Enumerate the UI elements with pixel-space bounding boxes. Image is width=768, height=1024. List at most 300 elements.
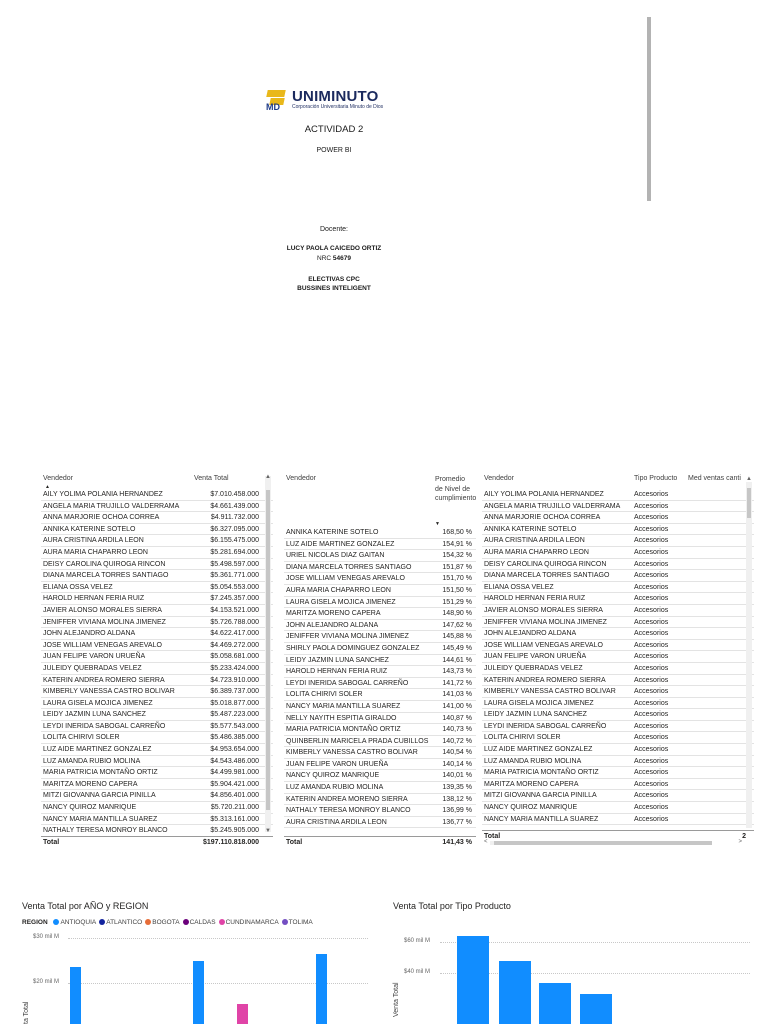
table-total-row xyxy=(41,836,273,848)
scroll-left-icon[interactable]: < xyxy=(484,839,488,845)
table-row[interactable] xyxy=(284,573,476,585)
sales-total: $7.245.357.000 xyxy=(210,595,259,603)
table-row[interactable] xyxy=(41,721,273,733)
y-tick-label: $30 mil M xyxy=(33,934,60,940)
legend-item[interactable] xyxy=(53,919,96,926)
table-row[interactable] xyxy=(41,501,273,513)
seller-name: KIMBERLY VANESSA CASTRO BOLIVAR xyxy=(286,749,418,757)
sales-total: $6.389.737.000 xyxy=(210,688,259,696)
table-header xyxy=(41,472,273,484)
product-type: Accesorios xyxy=(634,514,669,522)
table-body xyxy=(41,489,273,835)
table-row[interactable] xyxy=(284,597,476,609)
column-header-vendedor[interactable]: Vendedor xyxy=(484,475,514,482)
table-row[interactable] xyxy=(482,512,754,524)
scroll-up-icon[interactable]: ▲ xyxy=(265,474,271,480)
table-row[interactable] xyxy=(284,539,476,551)
product-type: Accesorios xyxy=(634,722,669,730)
table-row[interactable] xyxy=(482,582,754,594)
table-row[interactable] xyxy=(482,651,754,663)
table-row[interactable] xyxy=(482,535,754,547)
table-row[interactable] xyxy=(41,709,273,721)
compliance-value: 144,61 % xyxy=(442,656,472,664)
table-row[interactable] xyxy=(41,779,273,791)
sales-total: $4.856.401.000 xyxy=(210,792,259,800)
y-axis-title: ta Total xyxy=(23,1001,30,1024)
legend-label: TOLIMA xyxy=(288,919,313,926)
table-row[interactable] xyxy=(482,686,754,698)
seller-name: LEIDY JAZMIN LUNA SANCHEZ xyxy=(286,656,389,664)
compliance-value: 141,72 % xyxy=(442,679,472,687)
table-row[interactable] xyxy=(41,628,273,640)
table-row[interactable] xyxy=(41,489,273,501)
seller-name: DIANA MARCELA TORRES SANTIAGO xyxy=(43,572,169,580)
seller-name: MARIA PATRICIA MONTAÑO ORTIZ xyxy=(43,769,158,777)
seller-name: URIEL NICOLAS DIAZ GAITAN xyxy=(286,552,385,560)
bar-product-type[interactable] xyxy=(457,936,489,1024)
compliance-value: 136,77 % xyxy=(442,818,472,826)
legend-item[interactable] xyxy=(219,919,279,926)
seller-name: KIMBERLY VANESSA CASTRO BOLIVAR xyxy=(43,688,175,696)
table-row[interactable] xyxy=(284,666,476,678)
seller-name: LAURA GISELA MOJICA JIMENEZ xyxy=(484,699,594,707)
column-header-med-ventas[interactable]: Med ventas canti xyxy=(688,475,741,482)
table-row[interactable] xyxy=(284,655,476,667)
sort-desc-icon[interactable]: ▼ xyxy=(435,521,440,527)
table-row[interactable] xyxy=(41,617,273,629)
sales-total: $5.487.223.000 xyxy=(210,711,259,719)
table-row[interactable] xyxy=(482,501,754,513)
scroll-down-icon[interactable]: ▼ xyxy=(265,828,271,834)
table-row[interactable] xyxy=(284,585,476,597)
table-row[interactable] xyxy=(482,559,754,571)
table-row[interactable] xyxy=(284,608,476,620)
compliance-value: 141,00 % xyxy=(442,702,472,710)
uniminuto-logo xyxy=(264,82,424,118)
y-axis-title: Venta Total xyxy=(393,982,400,1017)
product-type: Accesorios xyxy=(634,746,669,754)
table-row[interactable] xyxy=(482,489,754,501)
legend-label: CALDAS xyxy=(189,919,216,926)
table-row[interactable] xyxy=(284,643,476,655)
y-tick-label: $40 mil M xyxy=(404,968,431,975)
product-type: Accesorios xyxy=(634,804,669,812)
vertical-divider xyxy=(647,17,651,201)
seller-name: JUAN FELIPE VARON URUEÑA xyxy=(484,653,587,661)
scroll-up-icon[interactable]: ▲ xyxy=(746,476,752,482)
sort-asc-icon[interactable]: ▲ xyxy=(45,484,50,490)
sales-total: $5.720.211.000 xyxy=(210,804,259,812)
seller-name: NANCY MARIA MANTILLA SUAREZ xyxy=(484,815,599,823)
table-row[interactable] xyxy=(41,605,273,617)
table-row[interactable] xyxy=(482,593,754,605)
table-row[interactable] xyxy=(41,512,273,524)
compliance-value: 141,03 % xyxy=(442,691,472,699)
page-subtitle: POWER BI xyxy=(316,147,352,154)
total-value: 141,43 % xyxy=(442,839,472,846)
sales-total: $4.723.910.000 xyxy=(210,676,259,684)
chart-legend-region xyxy=(22,919,316,926)
table-row[interactable] xyxy=(482,640,754,652)
product-type: Accesorios xyxy=(634,595,669,603)
seller-name: ANNA MARJORIE OCHOA CORREA xyxy=(484,514,601,522)
teacher-name: LUCY PAOLA CAICEDO ORTIZ xyxy=(286,245,382,252)
table-row[interactable] xyxy=(41,535,273,547)
column-header-tipo-producto[interactable]: Tipo Producto xyxy=(634,475,678,482)
sales-total: $7.010.458.000 xyxy=(210,491,259,498)
h-scrollbar-thumb[interactable] xyxy=(494,841,712,845)
seller-name: MITZI GIOVANNA GARCIA PINILLA xyxy=(484,792,597,800)
compliance-value: 168,50 % xyxy=(442,529,472,536)
seller-name: JENIFFER VIVIANA MOLINA JIMENEZ xyxy=(484,618,607,626)
bar-cundinamarca[interactable] xyxy=(237,1004,248,1024)
table-row[interactable] xyxy=(284,817,476,829)
table-body xyxy=(284,527,476,835)
product-type: Accesorios xyxy=(634,606,669,614)
table-row[interactable] xyxy=(284,724,476,736)
sales-total: $4.153.521.000 xyxy=(210,606,259,614)
table-row[interactable] xyxy=(41,686,273,698)
seller-name: LEIDY JAZMIN LUNA SANCHEZ xyxy=(484,711,587,719)
bar-product-type[interactable] xyxy=(539,983,571,1024)
seller-name: KATERIN ANDREA ROMERO SIERRA xyxy=(484,676,606,684)
logo-mark-icon xyxy=(264,86,288,114)
table-header xyxy=(284,472,476,524)
table-row[interactable] xyxy=(41,675,273,687)
seller-name: JUAN FELIPE VARON URUEÑA xyxy=(43,653,146,661)
compliance-value: 145,49 % xyxy=(442,644,472,652)
table-row[interactable] xyxy=(482,709,754,721)
bar-product-type[interactable] xyxy=(580,994,612,1024)
sales-total: $5.018.877.000 xyxy=(210,699,259,707)
table-row[interactable] xyxy=(41,698,273,710)
seller-name: NATHALY TERESA MONROY BLANCO xyxy=(286,807,411,815)
chart-title-product: Venta Total por Tipo Producto xyxy=(393,901,511,911)
electives-line: ELECTIVAS CPC xyxy=(308,276,360,283)
column-header-venta-total[interactable]: Venta Total xyxy=(194,475,229,482)
total-label: Total xyxy=(286,839,303,846)
sales-total: $4.661.439.000 xyxy=(210,502,259,510)
sales-total: $5.726.788.000 xyxy=(210,618,259,626)
table-row[interactable] xyxy=(284,620,476,632)
table-row[interactable] xyxy=(284,736,476,748)
seller-name: LUZ AMANDA RUBIO MOLINA xyxy=(484,757,582,765)
table-row[interactable] xyxy=(482,617,754,629)
legend-dot-icon xyxy=(53,919,59,925)
seller-name: JOSE WILLIAM VENEGAS AREVALO xyxy=(286,575,405,583)
sales-total: $5.233.424.000 xyxy=(210,664,259,672)
seller-name: JULEIDY QUEBRADAS VELEZ xyxy=(43,664,142,672)
sales-total: $4.499.981.000 xyxy=(210,769,259,777)
seller-name: DIANA MARCELA TORRES SANTIAGO xyxy=(484,572,610,580)
table-row[interactable] xyxy=(482,570,754,582)
seller-name: AURA MARIA CHAPARRO LEON xyxy=(484,548,589,556)
product-type: Accesorios xyxy=(634,641,669,649)
compliance-value: 151,87 % xyxy=(442,563,472,571)
table-row[interactable] xyxy=(284,770,476,782)
seller-name: ANNIKA KATERINE SOTELO xyxy=(484,525,577,533)
table-row[interactable] xyxy=(482,605,754,617)
seller-name: LUZ AMANDA RUBIO MOLINA xyxy=(43,757,141,765)
compliance-value: 140,14 % xyxy=(442,760,472,768)
sales-total: $5.281.694.000 xyxy=(210,548,259,556)
scrollbar-thumb[interactable] xyxy=(747,488,751,518)
table-row[interactable] xyxy=(482,779,754,791)
compliance-value: 140,87 % xyxy=(442,714,472,722)
scroll-right-icon[interactable]: > xyxy=(738,839,742,845)
legend-item[interactable] xyxy=(282,919,313,926)
compliance-value: 145,88 % xyxy=(442,633,472,641)
table-row[interactable] xyxy=(284,527,476,539)
table-row[interactable] xyxy=(284,562,476,574)
seller-name: NANCY QUIROZ MANRIQUE xyxy=(286,772,380,780)
legend-item[interactable] xyxy=(99,919,142,926)
seller-name: JENIFFER VIVIANA MOLINA JIMENEZ xyxy=(286,633,409,641)
table-row[interactable] xyxy=(284,713,476,725)
seller-name: HAROLD HERNAN FERIA RUIZ xyxy=(484,595,586,603)
seller-name: LOLITA CHIRIVI SOLER xyxy=(43,734,120,742)
seller-name: DEISY CAROLINA QUIROGA RINCON xyxy=(43,560,166,568)
seller-name: JUAN FELIPE VARON URUEÑA xyxy=(286,760,389,768)
table-row[interactable] xyxy=(41,570,273,582)
product-type: Accesorios xyxy=(634,537,669,545)
table-row[interactable] xyxy=(41,790,273,802)
sales-total: $4.469.272.000 xyxy=(210,641,259,649)
seller-name: AURA CRISTINA ARDILA LEON xyxy=(484,537,585,545)
table-row[interactable] xyxy=(482,663,754,675)
seller-name: SHIRLY PAOLA DOMINGUEZ GONZALEZ xyxy=(286,644,420,652)
sales-total: $5.498.597.000 xyxy=(210,560,259,568)
table-row[interactable] xyxy=(41,640,273,652)
legend-label: CUNDINAMARCA xyxy=(225,919,279,926)
compliance-value: 139,35 % xyxy=(442,784,472,792)
table-row[interactable] xyxy=(41,825,273,835)
seller-name: JOHN ALEJANDRO ALDANA xyxy=(286,621,379,629)
legend-dot-icon xyxy=(282,919,288,925)
seller-name: DIANA MARCELA TORRES SANTIAGO xyxy=(286,563,412,571)
compliance-value: 154,91 % xyxy=(442,540,472,548)
table-row[interactable] xyxy=(482,547,754,559)
sales-total: $5.361.771.000 xyxy=(210,572,259,580)
product-type: Accesorios xyxy=(634,502,669,510)
table-row[interactable] xyxy=(284,794,476,806)
table-total-row xyxy=(284,836,476,848)
seller-name: NANCY QUIROZ MANRIQUE xyxy=(484,804,578,812)
logo-subtitle: Corporación Universitaria Minuto de Dios xyxy=(292,104,384,110)
table-row[interactable] xyxy=(41,559,273,571)
seller-name: KIMBERLY VANESSA CASTRO BOLIVAR xyxy=(484,688,616,696)
seller-name: LEYDI INERIDA SABOGAL CARREÑO xyxy=(43,722,166,730)
course-line: BUSSINES INTELIGENT xyxy=(297,285,371,292)
seller-name: JOSE WILLIAM VENEGAS AREVALO xyxy=(484,641,603,649)
total-label: Total xyxy=(484,833,501,840)
product-type-table xyxy=(482,472,754,848)
nrc-label: NRC xyxy=(317,255,333,262)
sales-total: $4.911.732.000 xyxy=(210,514,259,522)
compliance-value: 154,32 % xyxy=(442,552,472,560)
table-row[interactable] xyxy=(284,689,476,701)
table-row[interactable] xyxy=(41,524,273,536)
product-type: Accesorios xyxy=(634,653,669,661)
compliance-value: 140,73 % xyxy=(442,726,472,734)
sales-total: $4.543.486.000 xyxy=(210,757,259,765)
legend-label: ATLANTICO xyxy=(106,919,143,926)
table-row[interactable] xyxy=(41,814,273,826)
seller-name: JULEIDY QUEBRADAS VELEZ xyxy=(484,664,583,672)
table-row[interactable] xyxy=(284,678,476,690)
table-row[interactable] xyxy=(482,628,754,640)
compliance-value: 138,12 % xyxy=(442,795,472,803)
table-row[interactable] xyxy=(284,631,476,643)
sales-total: $5.904.421.000 xyxy=(210,780,259,788)
product-type: Accesorios xyxy=(634,583,669,591)
table-row[interactable] xyxy=(41,547,273,559)
table-row[interactable] xyxy=(482,744,754,756)
table-row[interactable] xyxy=(41,732,273,744)
table-row[interactable] xyxy=(41,663,273,675)
table-body xyxy=(482,489,754,827)
seller-name: MARIA PATRICIA MONTAÑO ORTIZ xyxy=(484,769,599,777)
compliance-value: 151,50 % xyxy=(442,586,472,594)
table-row[interactable] xyxy=(482,698,754,710)
horizontal-scrollbar[interactable] xyxy=(490,841,708,845)
page-title: ACTIVIDAD 2 xyxy=(304,124,364,135)
seller-name: AILY YOLIMA POLANIA HERNANDEZ xyxy=(484,491,604,498)
seller-name: QUINBERLIN MARICELA PRADA CUBILLOS xyxy=(286,737,429,745)
docente-label: Docente: xyxy=(319,226,349,233)
scrollbar-thumb[interactable] xyxy=(266,490,270,810)
table-row[interactable] xyxy=(482,756,754,768)
product-type: Accesorios xyxy=(634,699,669,707)
table-row[interactable] xyxy=(41,651,273,663)
legend-label: ANTIOQUIA xyxy=(60,919,97,926)
sales-total: $6.155.475.000 xyxy=(210,537,259,545)
product-type: Accesorios xyxy=(634,618,669,626)
compliance-value: 148,90 % xyxy=(442,610,472,618)
legend-dot-icon xyxy=(183,919,189,925)
table-row[interactable] xyxy=(41,582,273,594)
bar-product-type[interactable] xyxy=(499,961,531,1024)
bar-antioquia[interactable] xyxy=(316,954,327,1024)
seller-name: NANCY MARIA MANTILLA SUAREZ xyxy=(43,815,158,823)
seller-name: KATERIN ANDREA MORENO SIERRA xyxy=(286,795,408,803)
table-row[interactable] xyxy=(41,744,273,756)
sales-total: $5.245.905.000 xyxy=(210,827,259,835)
seller-name: LEYDI INERIDA SABOGAL CARREÑO xyxy=(286,679,409,687)
seller-name: AURA CRISTINA ARDILA LEON xyxy=(286,818,387,826)
seller-name: ELIANA OSSA VELEZ xyxy=(43,583,113,591)
product-type: Accesorios xyxy=(634,734,669,742)
column-header-promedio[interactable]: Promedio de Nivel de cumplimiento xyxy=(435,476,477,502)
seller-name: DEISY CAROLINA QUIROGA RINCON xyxy=(484,560,607,568)
seller-name: ANNA MARJORIE OCHOA CORREA xyxy=(43,514,160,522)
product-type: Accesorios xyxy=(634,757,669,765)
seller-name: JAVIER ALONSO MORALES SIERRA xyxy=(43,606,162,614)
seller-name: NELLY NAYITH ESPITIA GIRALDO xyxy=(286,714,397,722)
seller-name: LUZ AMANDA RUBIO MOLINA xyxy=(286,784,384,792)
seller-name: LEIDY JAZMIN LUNA SANCHEZ xyxy=(43,711,146,719)
seller-name: ANGELA MARIA TRUJILLO VALDERRAMA xyxy=(43,502,180,510)
seller-name: AURA CRISTINA ARDILA LEON xyxy=(43,537,144,545)
seller-name: MARITZA MORENO CAPERA xyxy=(43,780,138,788)
seller-name: LEYDI INERIDA SABOGAL CARREÑO xyxy=(484,722,607,730)
product-type: Accesorios xyxy=(634,572,669,580)
sales-total: $4.953.654.000 xyxy=(210,746,259,754)
product-type: Accesorios xyxy=(634,711,669,719)
product-type: Accesorios xyxy=(634,548,669,556)
table-row[interactable] xyxy=(284,701,476,713)
seller-name: LOLITA CHIRIVI SOLER xyxy=(484,734,561,742)
seller-name: JOHN ALEJANDRO ALDANA xyxy=(43,630,136,638)
product-type: Accesorios xyxy=(634,780,669,788)
product-type: Accesorios xyxy=(634,491,669,498)
seller-name: JOHN ALEJANDRO ALDANA xyxy=(484,630,577,638)
table-row[interactable] xyxy=(482,732,754,744)
seller-name: LUZ AIDE MARTINEZ GONZALEZ xyxy=(286,540,395,548)
table-row[interactable] xyxy=(482,767,754,779)
logo-name: UNIMINUTO xyxy=(292,88,379,105)
table-row[interactable] xyxy=(482,721,754,733)
table-row[interactable] xyxy=(482,814,754,826)
vertical-scrollbar[interactable] xyxy=(265,476,271,832)
table-row[interactable] xyxy=(41,802,273,814)
y-tick-label: $20 mil M xyxy=(33,979,60,986)
table-row[interactable] xyxy=(41,767,273,779)
compliance-value: 151,70 % xyxy=(442,575,472,583)
table-row[interactable] xyxy=(41,593,273,605)
seller-name: HAROLD HERNAN FERIA RUIZ xyxy=(286,668,388,676)
sales-total: $6.327.095.000 xyxy=(210,525,259,533)
seller-name: KATERIN ANDREA ROMERO SIERRA xyxy=(43,676,165,684)
vertical-scrollbar[interactable] xyxy=(746,482,752,828)
table-row[interactable] xyxy=(482,802,754,814)
table-row[interactable] xyxy=(482,790,754,802)
bar-antioquia[interactable] xyxy=(193,961,204,1024)
table-row[interactable] xyxy=(284,747,476,759)
legend-label: BOGOTA xyxy=(152,919,180,926)
column-header-vendedor[interactable]: Vendedor xyxy=(286,475,316,482)
legend-item[interactable] xyxy=(183,919,216,926)
seller-name: ELIANA OSSA VELEZ xyxy=(484,583,554,591)
compliance-value: 140,54 % xyxy=(442,749,472,757)
table-row[interactable] xyxy=(284,550,476,562)
bar-antioquia[interactable] xyxy=(70,967,81,1024)
seller-name: HAROLD HERNAN FERIA RUIZ xyxy=(43,595,145,603)
seller-name: MARITZA MORENO CAPERA xyxy=(286,610,381,618)
seller-name: NANCY MARIA MANTILLA SUAREZ xyxy=(286,702,401,710)
legend-dot-icon xyxy=(145,919,151,925)
seller-name: AURA MARIA CHAPARRO LEON xyxy=(43,548,148,556)
legend-title: REGION xyxy=(22,919,48,926)
column-header-vendedor[interactable]: Vendedor xyxy=(43,475,73,482)
seller-name: MARITZA MORENO CAPERA xyxy=(484,780,579,788)
total-value: $197.110.818.000 xyxy=(202,839,259,846)
total-label: Total xyxy=(43,839,60,846)
seller-name: JENIFFER VIVIANA MOLINA JIMENEZ xyxy=(43,618,166,626)
table-row[interactable] xyxy=(482,524,754,536)
chart-title-region: Venta Total por AÑO y REGION xyxy=(22,901,149,911)
table-row[interactable] xyxy=(41,756,273,768)
compliance-value: 140,01 % xyxy=(442,772,472,780)
sales-total: $5.058.681.000 xyxy=(210,653,259,661)
table-row[interactable] xyxy=(284,805,476,817)
legend-dot-icon xyxy=(219,919,225,925)
legend-item[interactable] xyxy=(145,919,179,926)
table-row[interactable] xyxy=(284,782,476,794)
table-row[interactable] xyxy=(482,675,754,687)
table-row[interactable] xyxy=(284,759,476,771)
compliance-value: 136,99 % xyxy=(442,807,472,815)
